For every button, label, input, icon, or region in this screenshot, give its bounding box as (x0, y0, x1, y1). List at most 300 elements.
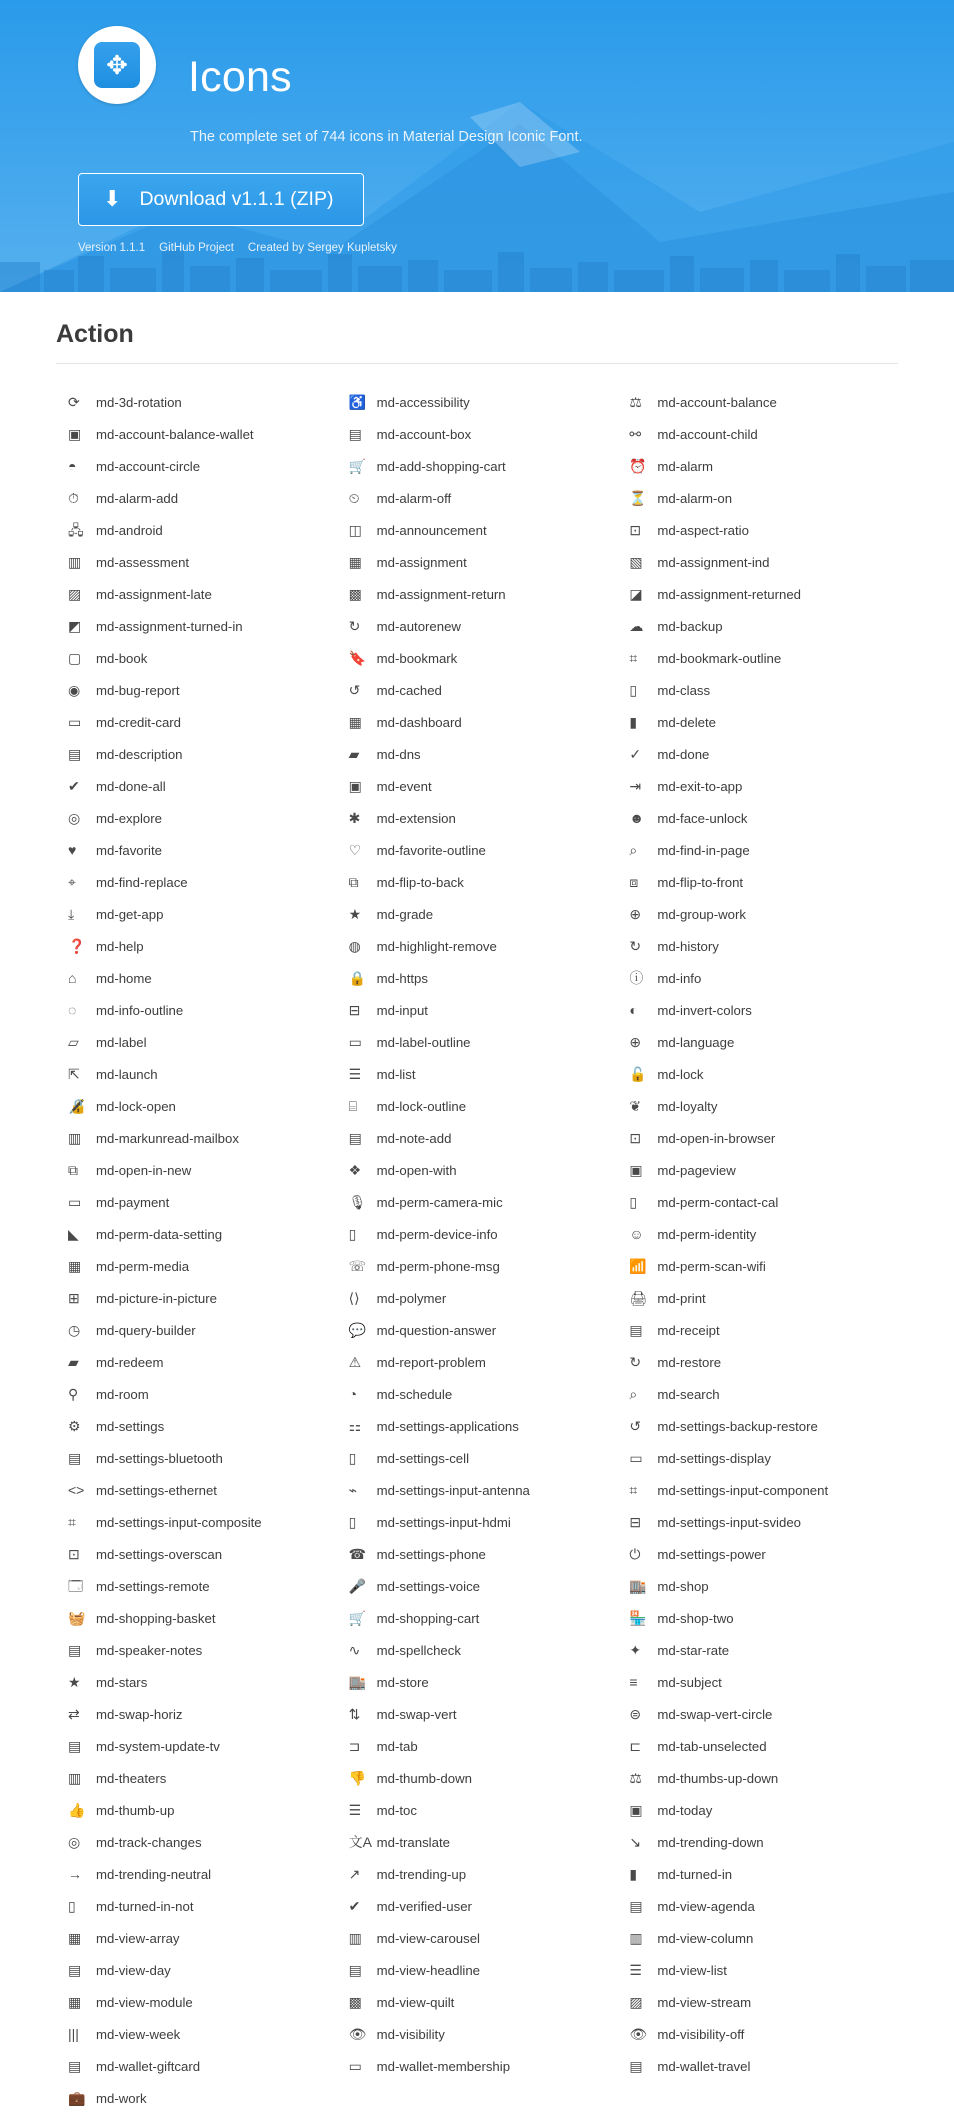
icon-list-item[interactable] (337, 994, 618, 1026)
icon-name-label: md-turned-in-not (96, 1898, 194, 1914)
icon-list-item[interactable] (617, 674, 898, 706)
md-launch-icon: ⇱ (68, 1066, 80, 1082)
icon-name-label: md-help (96, 938, 144, 954)
icon-list-item[interactable] (617, 450, 898, 482)
md-class-icon: ▯ (629, 682, 638, 698)
icon-list-item[interactable] (337, 1378, 618, 1410)
icon-list-item[interactable] (56, 610, 337, 642)
icon-name-label: md-account-circle (96, 458, 201, 474)
md-account-child-icon: ⚯ (629, 426, 642, 442)
icon-name-label: md-swap-vert (376, 1706, 457, 1722)
icon-list-item[interactable] (56, 1666, 337, 1698)
icon-list-item[interactable] (337, 1026, 618, 1058)
md-open-in-browser-icon: ⊡ (629, 1130, 642, 1146)
icon-list-item[interactable] (56, 674, 337, 706)
icon-name-label: md-assignment-turned-in (96, 618, 243, 634)
icon-name-label: md-shopping-basket (96, 1610, 216, 1626)
icon-name-label: md-perm-identity (657, 1226, 757, 1242)
icon-list-item[interactable] (56, 738, 337, 770)
icon-list-item[interactable] (56, 802, 337, 834)
md-star-rate-icon: ✦ (629, 1642, 642, 1658)
icon-list-item[interactable] (56, 1090, 337, 1122)
icon-list-item[interactable] (617, 962, 898, 994)
icon-list-item[interactable] (617, 1698, 898, 1730)
icon-name-label: md-view-quilt (376, 1994, 455, 2010)
icon-list-item[interactable] (617, 1666, 898, 1698)
md-delete-icon: ▮ (629, 714, 638, 730)
icon-list-item[interactable] (56, 1250, 337, 1282)
icon-name-label: md-aspect-ratio (657, 522, 749, 538)
icon-name-label: md-settings-ethernet (96, 1482, 217, 1498)
md-visibility-off-icon: 👁 (629, 2026, 648, 2042)
icon-list-item[interactable] (337, 450, 618, 482)
icon-list-item[interactable] (337, 962, 618, 994)
icon-name-label: md-backup (657, 618, 723, 634)
icon-name-label: md-speaker-notes (96, 1642, 203, 1658)
icon-name-label: md-star-rate (657, 1642, 730, 1658)
icon-list-item[interactable] (337, 1154, 618, 1186)
download-button[interactable] (78, 173, 364, 226)
icon-list-item[interactable] (56, 1634, 337, 1666)
icon-list-item[interactable] (56, 2082, 337, 2114)
icon-list-item[interactable] (337, 1282, 618, 1314)
md-history-icon: ↻ (629, 938, 642, 954)
icon-name-label: md-find-in-page (657, 842, 750, 858)
icon-list-item[interactable] (56, 1826, 337, 1858)
icon-name-label: md-account-balance-wallet (96, 426, 254, 442)
md-lock-open-icon: 🔏 (68, 1098, 86, 1114)
md-turned-in-not-icon: ▯ (68, 1898, 76, 1914)
icon-list-item[interactable] (56, 1474, 337, 1506)
md-polymer-icon: ⟨⟩ (348, 1290, 360, 1306)
icon-list-item[interactable] (617, 706, 898, 738)
icon-name-label: md-add-shopping-cart (376, 458, 506, 474)
icon-list-item[interactable] (617, 1858, 898, 1890)
icon-name-label: md-grade (376, 906, 434, 922)
icon-list-item[interactable] (337, 386, 618, 418)
icon-list-item[interactable] (56, 482, 337, 514)
icon-list-item[interactable] (337, 578, 618, 610)
md-speaker-notes-icon: ▤ (68, 1642, 82, 1658)
icon-list-item[interactable] (56, 418, 337, 450)
icon-list-item[interactable] (337, 674, 618, 706)
md-swap-horiz-icon: ⇄ (68, 1706, 80, 1722)
md-markunread-mailbox-icon: ▥ (68, 1130, 82, 1146)
icon-name-label: md-dashboard (376, 714, 462, 730)
icon-name-label: md-settings-input-hdmi (376, 1514, 511, 1530)
icon-name-label: md-get-app (96, 906, 164, 922)
icon-name-label: md-perm-contact-cal (657, 1194, 779, 1210)
app-logo (78, 26, 156, 104)
icon-list-item[interactable] (56, 898, 337, 930)
icon-name-label: md-visibility-off (657, 2026, 745, 2042)
md-language-icon: ⊕ (629, 1034, 642, 1050)
icon-name-label: md-swap-vert-circle (657, 1706, 773, 1722)
icon-list-item[interactable] (617, 1570, 898, 1602)
md-perm-device-info-icon: ▯ (348, 1226, 357, 1242)
icon-name-label: md-find-replace (96, 874, 188, 890)
icon-list-item[interactable] (56, 1410, 337, 1442)
icon-name-label: md-book (96, 650, 148, 666)
icon-list-item[interactable] (337, 1474, 618, 1506)
icon-list-item[interactable] (337, 1954, 618, 1986)
icon-list-item[interactable] (617, 1314, 898, 1346)
icon-list-item[interactable] (617, 994, 898, 1026)
icon-name-label: md-restore (657, 1354, 722, 1370)
md-wallet-giftcard-icon: ▤ (68, 2058, 82, 2074)
md-open-with-icon: ❖ (348, 1162, 362, 1178)
md-account-balance-wallet-icon: ▣ (68, 426, 82, 442)
md-account-balance-icon: ⚖ (629, 394, 642, 410)
md-store-icon: 🏬 (348, 1674, 367, 1690)
md-visibility-icon: 👁 (348, 2026, 367, 2042)
github-project-link[interactable]: GitHub Project (159, 241, 234, 254)
icon-list-item[interactable] (56, 834, 337, 866)
icon-list-item[interactable] (56, 1186, 337, 1218)
icon-list-item[interactable] (617, 866, 898, 898)
icon-list-item[interactable] (617, 1218, 898, 1250)
icon-list-item[interactable] (56, 578, 337, 610)
md-list-icon: ☰ (348, 1066, 362, 1082)
icon-list-item[interactable] (617, 738, 898, 770)
icon-name-label: md-assignment-returned (657, 586, 801, 602)
icon-list-item[interactable] (617, 1122, 898, 1154)
md-shop-two-icon: 🏪 (629, 1610, 647, 1626)
icon-list-item[interactable] (337, 834, 618, 866)
icon-list-item[interactable] (617, 834, 898, 866)
icon-name-label: md-schedule (376, 1386, 453, 1402)
icon-list-item[interactable] (56, 1986, 337, 2018)
md-account-circle-icon: ◓ (68, 458, 77, 474)
icon-name-label: md-class (657, 682, 711, 698)
icon-list-item[interactable] (617, 770, 898, 802)
icon-list-item[interactable] (617, 1922, 898, 1954)
icon-name-label: md-3d-rotation (96, 394, 182, 410)
icon-list-item[interactable] (56, 1602, 337, 1634)
icon-list-item[interactable] (337, 418, 618, 450)
icon-list-item[interactable] (617, 1058, 898, 1090)
icon-list-item[interactable] (56, 1218, 337, 1250)
icon-name-label: md-receipt (657, 1322, 720, 1338)
md-bookmark-icon: 🔖 (348, 650, 367, 666)
icon-list-item[interactable] (337, 610, 618, 642)
icon-list-item[interactable] (337, 1730, 618, 1762)
icon-list-item[interactable] (617, 1762, 898, 1794)
md-picture-in-picture-icon: ⊞ (68, 1290, 80, 1306)
icon-list-item[interactable] (56, 1570, 337, 1602)
icon-name-label: md-cached (376, 682, 442, 698)
icon-list-item[interactable] (337, 1634, 618, 1666)
icon-list-item[interactable] (617, 898, 898, 930)
icon-list-item[interactable] (617, 930, 898, 962)
icon-list-item[interactable] (337, 706, 618, 738)
icon-list-item[interactable] (56, 866, 337, 898)
md-assignment-return-icon: ▩ (348, 586, 362, 602)
icon-name-label: md-view-day (96, 1962, 171, 1978)
icon-list-item[interactable] (56, 994, 337, 1026)
icon-list-item[interactable] (617, 1954, 898, 1986)
icon-list-item[interactable] (56, 1026, 337, 1058)
icon-list-item[interactable] (56, 2050, 337, 2082)
icon-name-label: md-assignment-return (376, 586, 506, 602)
md-label-icon: ▱ (68, 1034, 79, 1050)
md-label-outline-icon: ▭ (348, 1034, 362, 1050)
md-perm-phone-msg-icon: ☏ (348, 1258, 367, 1274)
icon-list-item[interactable] (56, 1698, 337, 1730)
icon-list-item[interactable] (56, 1058, 337, 1090)
icon-list-item[interactable] (337, 482, 618, 514)
icon-list-item[interactable] (617, 1602, 898, 1634)
icon-name-label: md-work (96, 2090, 147, 2106)
icon-list-item[interactable] (56, 1890, 337, 1922)
icon-name-label: md-event (376, 778, 432, 794)
icon-list-item[interactable] (617, 610, 898, 642)
md-settings-backup-restore-icon: ↺ (629, 1418, 642, 1434)
md-view-array-icon: ▦ (68, 1930, 82, 1946)
md-extension-icon: ✱ (348, 810, 361, 826)
icon-list-item[interactable] (56, 930, 337, 962)
md-swap-vert-circle-icon: ⊜ (629, 1706, 642, 1722)
icon-name-label: md-account-box (376, 426, 472, 442)
icon-list-item[interactable] (337, 2018, 618, 2050)
md-announcement-icon: ◫ (348, 522, 362, 538)
icon-list-item[interactable] (56, 1314, 337, 1346)
icon-name-label: md-thumb-up (96, 1802, 175, 1818)
md-lock-outline-icon: ⌸ (348, 1098, 358, 1114)
icon-list-item[interactable] (56, 962, 337, 994)
icon-list-item[interactable] (56, 1858, 337, 1890)
icon-list-item[interactable] (56, 450, 337, 482)
icon-list-item[interactable] (337, 1986, 618, 2018)
icon-list-item[interactable] (337, 1058, 618, 1090)
md-view-agenda-icon: ▤ (629, 1898, 643, 1914)
icon-list-item[interactable] (337, 1666, 618, 1698)
icon-name-label: md-lock-outline (376, 1098, 467, 1114)
icon-list-item[interactable] (617, 1538, 898, 1570)
icon-name-label: md-account-child (657, 426, 758, 442)
md-dns-icon: ▰ (348, 746, 360, 762)
md-view-carousel-icon: ▥ (348, 1930, 362, 1946)
icon-grid (56, 386, 898, 2114)
icon-name-label: md-translate (376, 1834, 450, 1850)
md-android-icon: 🖧 (68, 522, 84, 538)
icon-list-item[interactable] (337, 1250, 618, 1282)
icon-list-item[interactable] (56, 1506, 337, 1538)
md-settings-input-component-icon: ⌗ (629, 1482, 638, 1498)
icon-list-item[interactable] (56, 514, 337, 546)
icon-list-item[interactable] (56, 1154, 337, 1186)
icon-list-item[interactable] (617, 1442, 898, 1474)
icon-name-label: md-explore (96, 810, 162, 826)
icon-list-item[interactable] (617, 418, 898, 450)
icon-name-label: md-search (657, 1386, 720, 1402)
icon-list-item[interactable] (337, 802, 618, 834)
icon-list-item[interactable] (56, 2018, 337, 2050)
icon-list-item[interactable] (617, 1378, 898, 1410)
icon-name-label: md-payment (96, 1194, 170, 1210)
md-favorite-icon: ♥ (68, 842, 77, 858)
icon-list-item[interactable] (337, 1762, 618, 1794)
md-tab-icon: ⊐ (348, 1738, 361, 1754)
icon-name-label: md-alarm (657, 458, 714, 474)
icon-list-item[interactable] (617, 578, 898, 610)
md-info-outline-icon: ◌ (68, 1002, 77, 1018)
icon-list-item[interactable] (337, 898, 618, 930)
download-icon: ⬇ (103, 186, 122, 212)
icon-list-item[interactable] (56, 1378, 337, 1410)
md-alarm-add-icon: ⏱ (68, 490, 79, 506)
icon-list-item[interactable] (337, 514, 618, 546)
icon-list-item[interactable] (56, 1442, 337, 1474)
icon-list-item[interactable] (337, 1826, 618, 1858)
icon-list-item[interactable] (617, 1826, 898, 1858)
icon-list-item[interactable] (617, 802, 898, 834)
icon-list-item[interactable] (337, 1698, 618, 1730)
md-perm-data-setting-icon: ◣ (68, 1226, 79, 1242)
md-explore-icon: ◎ (68, 810, 81, 826)
icon-list-item[interactable] (56, 770, 337, 802)
icon-name-label: md-settings (96, 1418, 165, 1434)
icon-name-label: md-wallet-membership (376, 2058, 511, 2074)
icon-list-item[interactable] (56, 1762, 337, 1794)
icon-list-item[interactable] (617, 1474, 898, 1506)
icon-list-item[interactable] (617, 1026, 898, 1058)
md-settings-input-composite-icon: ⌗ (68, 1514, 76, 1530)
icon-list-item[interactable] (56, 546, 337, 578)
md-view-headline-icon: ▤ (348, 1962, 362, 1978)
icon-list-item[interactable] (56, 1794, 337, 1826)
md-help-icon: ❓ (68, 938, 86, 954)
icon-list-item[interactable] (617, 482, 898, 514)
icon-list-item[interactable] (617, 1090, 898, 1122)
md-shopping-basket-icon: 🧺 (68, 1610, 86, 1626)
md-view-module-icon: ▦ (68, 1994, 82, 2010)
page-subtitle: The complete set of 744 icons in Material Design Iconic Font. (190, 128, 583, 145)
icon-list-item[interactable] (337, 930, 618, 962)
icon-name-label: md-view-list (657, 1962, 727, 1978)
icon-name-label: md-delete (657, 714, 716, 730)
md-track-changes-icon: ◎ (68, 1834, 81, 1850)
icon-list-item[interactable] (337, 2050, 618, 2082)
md-view-week-icon: ||| (68, 2026, 79, 2042)
icon-list-item[interactable] (617, 1346, 898, 1378)
icon-list-item[interactable] (337, 866, 618, 898)
icon-list-item[interactable] (337, 1538, 618, 1570)
md-settings-voice-icon: 🎤 (348, 1578, 367, 1594)
icon-name-label: md-perm-data-setting (96, 1226, 223, 1242)
icon-name-label: md-input (376, 1002, 428, 1018)
icon-list-item[interactable] (337, 1442, 618, 1474)
icon-list-item[interactable] (56, 706, 337, 738)
icon-name-label: md-verified-user (376, 1898, 472, 1914)
icon-list-item[interactable] (337, 1602, 618, 1634)
icon-list-item[interactable] (617, 546, 898, 578)
icon-name-label: md-bookmark-outline (657, 650, 782, 666)
icon-list-item[interactable] (617, 1410, 898, 1442)
icon-list-item[interactable] (56, 386, 337, 418)
icon-list-item[interactable] (56, 1730, 337, 1762)
icon-list-item[interactable] (337, 1314, 618, 1346)
icon-list-item[interactable] (56, 642, 337, 674)
icons-app-logo-icon (94, 42, 140, 88)
icon-list-item[interactable] (337, 1922, 618, 1954)
md-assessment-icon: ▥ (68, 554, 82, 570)
icon-list-item[interactable] (337, 1218, 618, 1250)
icon-list-item[interactable] (56, 1346, 337, 1378)
icon-name-label: md-assignment-ind (657, 554, 770, 570)
icon-name-label: md-turned-in (657, 1866, 733, 1882)
icon-list-item[interactable] (337, 546, 618, 578)
md-view-day-icon: ▤ (68, 1962, 82, 1978)
icon-list-item[interactable] (56, 1954, 337, 1986)
icon-list-item[interactable] (56, 1122, 337, 1154)
icon-list-item[interactable] (617, 1986, 898, 2018)
icon-list-item[interactable] (337, 738, 618, 770)
md-spellcheck-icon: ∿ (348, 1642, 361, 1658)
icon-list-item[interactable] (56, 1922, 337, 1954)
icon-list-item[interactable] (617, 1890, 898, 1922)
icon-list-item[interactable] (337, 1506, 618, 1538)
icon-list-item[interactable] (337, 1890, 618, 1922)
icon-name-label: md-home (96, 970, 152, 986)
md-settings-input-antenna-icon: ⌁ (348, 1482, 358, 1498)
icon-list-item[interactable] (617, 1250, 898, 1282)
icon-list-item[interactable] (337, 1186, 618, 1218)
icon-list-item[interactable] (617, 642, 898, 674)
icon-list-item[interactable] (617, 514, 898, 546)
md-autorenew-icon: ↻ (348, 618, 361, 634)
icon-list-item[interactable] (617, 1506, 898, 1538)
icon-list-item[interactable] (337, 1122, 618, 1154)
icon-name-label: md-markunread-mailbox (96, 1130, 239, 1146)
icon-list-item[interactable] (617, 1730, 898, 1762)
icon-name-label: md-query-builder (96, 1322, 196, 1338)
icon-name-label: md-shop (657, 1578, 709, 1594)
md-settings-overscan-icon: ⊡ (68, 1546, 80, 1562)
icon-list-item[interactable] (337, 1570, 618, 1602)
icon-list-item[interactable] (337, 1090, 618, 1122)
md-info-icon: ⓘ (629, 970, 644, 986)
md-event-icon: ▣ (348, 778, 362, 794)
icon-list-item[interactable] (617, 1634, 898, 1666)
icon-list-item[interactable] (337, 642, 618, 674)
icon-name-label: md-report-problem (376, 1354, 486, 1370)
icon-list-item[interactable] (337, 1410, 618, 1442)
icon-list-item[interactable] (617, 2050, 898, 2082)
icon-list-item[interactable] (56, 1538, 337, 1570)
icon-list-item[interactable] (56, 1282, 337, 1314)
icon-list-item[interactable] (337, 1858, 618, 1890)
icon-name-label: md-view-array (96, 1930, 180, 1946)
icon-name-label: md-view-agenda (657, 1898, 755, 1914)
md-today-icon: ▣ (629, 1802, 643, 1818)
icon-list-item[interactable] (617, 2018, 898, 2050)
icon-list-item[interactable] (617, 386, 898, 418)
icon-name-label: md-lock-open (96, 1098, 176, 1114)
icon-list-item[interactable] (617, 1154, 898, 1186)
icon-list-item[interactable] (617, 1282, 898, 1314)
icon-list-item[interactable] (617, 1794, 898, 1826)
icon-list-item[interactable] (617, 1186, 898, 1218)
main-content (0, 320, 954, 2114)
md-settings-input-hdmi-icon: ▯ (348, 1514, 357, 1530)
icon-list-item[interactable] (337, 770, 618, 802)
icon-name-label: md-settings-applications (376, 1418, 519, 1434)
icon-list-item[interactable] (337, 1794, 618, 1826)
icon-list-item[interactable] (337, 1346, 618, 1378)
md-trending-up-icon: ↗ (348, 1866, 361, 1882)
icon-name-label: md-settings-remote (96, 1578, 210, 1594)
